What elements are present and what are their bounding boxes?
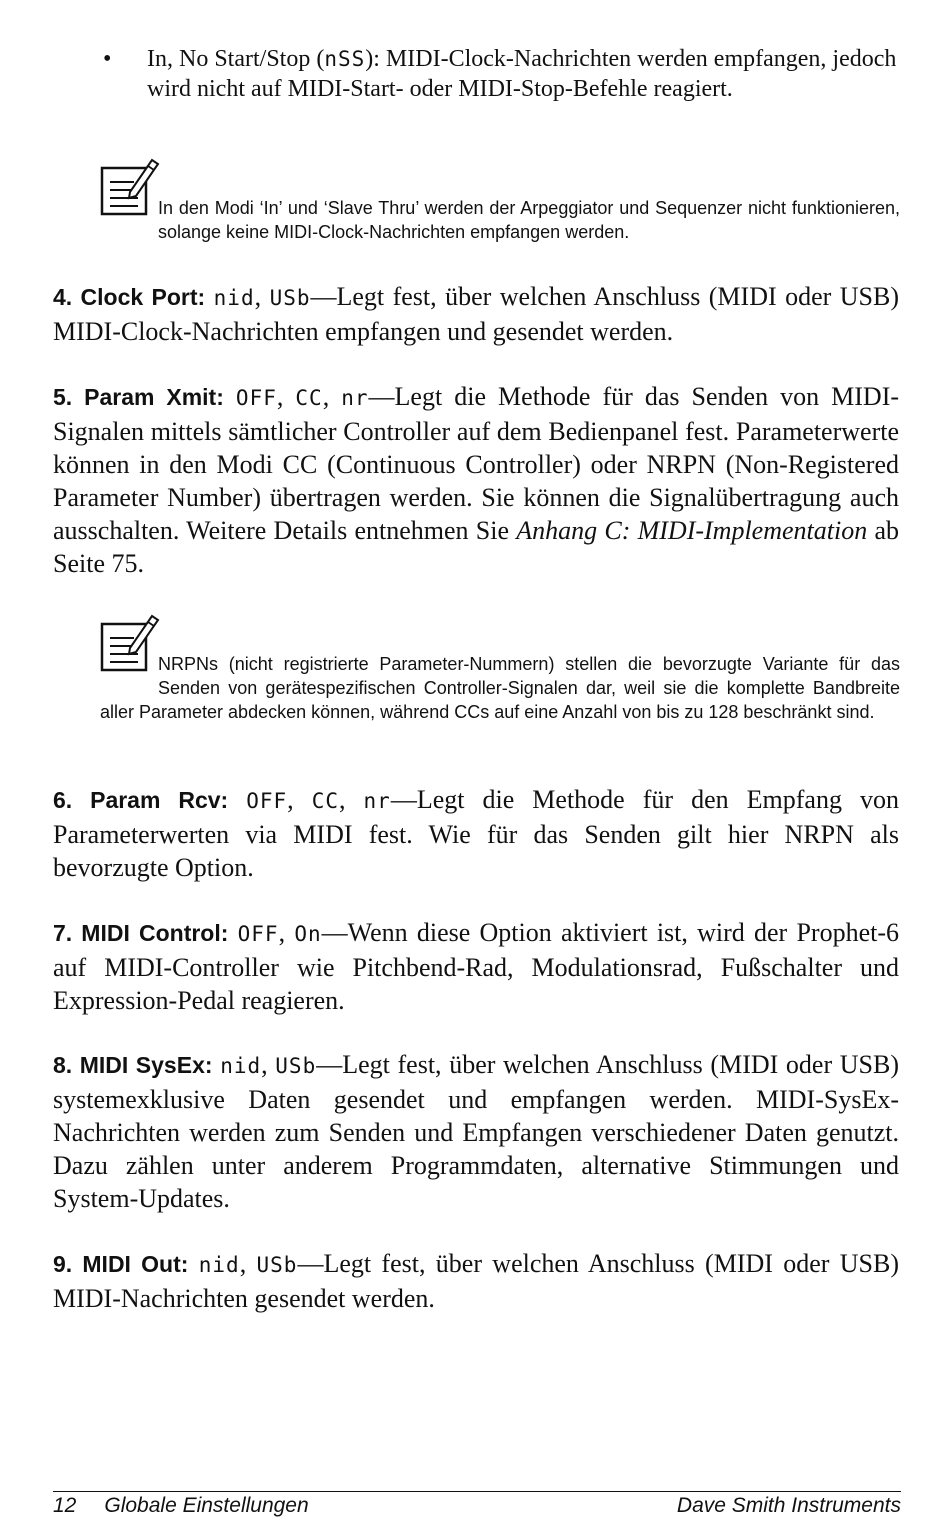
- setting-description: —Wenn diese Option aktiviert ist, wird der Prophet-6 auf MIDI-Controller wie Pitchbend-Rad, Modulationsrad, Fußschalter und Expression-Pedal reagieren.: [53, 918, 899, 1015]
- footer-left: [53, 1494, 337, 1518]
- appendix-link[interactable]: Anhang C: MIDI-Implementation: [516, 516, 868, 545]
- lcd-option: USb: [269, 286, 311, 310]
- lcd-value: nSS: [324, 47, 366, 71]
- setting-midi-out: 9. MIDI Out: nid, USb—Legt fest, über welchen Anschluss (MIDI oder USB) MIDI-Nachrichten gesendet werden.: [53, 1249, 899, 1313]
- setting-label: 7. MIDI Control:: [53, 920, 229, 946]
- setting-label: 6. Param Rcv:: [53, 787, 229, 813]
- setting-description: —Legt fest, über welchen Anschluss (MIDI oder USB) MIDI-Clock-Nachrichten empfangen und gesendet werden.: [53, 282, 899, 346]
- lcd-option: CC: [311, 789, 339, 813]
- lcd-option: nr: [341, 386, 369, 410]
- lcd-option: OFF: [237, 922, 279, 946]
- page-number: 12: [53, 1494, 77, 1517]
- setting-description: —Legt die Methode für das Senden von MIDI-Signalen mittels sämtlicher Controller auf dem Bedienpanel fest. Parameterwerte können in den Modi CC (Continuous Controller) oder NRPN (Non-Registered Parameter Number) übertragen werden. Sie können die Signalübertragung auch ausschalten. Weitere Details entnehmen Sie: [53, 382, 900, 545]
- footer-divider: [53, 1491, 901, 1492]
- lcd-option: USb: [275, 1054, 317, 1078]
- lcd-option: CC: [295, 386, 323, 410]
- bullet-text: In, No Start/Stop (nSS): MIDI-Clock-Nachrichten werden empfangen, jedoch wird nicht auf MIDI-Start- oder MIDI-Stop-Befehle reagiert.: [147, 46, 897, 102]
- setting-midi-sysex: 8. MIDI SysEx: nid, USb—Legt fest, über welchen Anschluss (MIDI oder USB) systemexklusive Daten gesendet und empfangen werden. MIDI-SysEx-Nachrichten werden zum Senden und Empfangen verschiedener Daten genutzt. Dazu zählen unter anderem Programmdaten, alternative Stimmungen und System-Updates.: [53, 1050, 900, 1213]
- bullet-marker: •: [103, 46, 112, 72]
- setting-label: 9. MIDI Out:: [53, 1251, 189, 1277]
- lcd-option: nr: [363, 789, 391, 813]
- setting-description: —Legt fest, über welchen Anschluss (MIDI oder USB) MIDI-Nachrichten gesendet werden.: [53, 1249, 899, 1313]
- bullet-item-no-start-stop: [103, 44, 903, 104]
- lcd-option: nid: [198, 1253, 240, 1277]
- note-text: In den Modi ‘In’ und ‘Slave Thru’ werden der Arpeggiator und Sequenzer nicht funktionieren, solange keine MIDI-Clock-Nachrichten empfangen werden.: [158, 198, 900, 242]
- setting-midi-control: 7. MIDI Control: OFF, On—Wenn diese Option aktiviert ist, wird der Prophet-6 auf MIDI-Controller wie Pitchbend-Rad, Modulationsrad, Fußschalter und Expression-Pedal reagieren.: [53, 918, 899, 1015]
- note-pencil-icon: [100, 154, 160, 216]
- note-pencil-icon: [100, 610, 160, 672]
- lcd-option: On: [294, 922, 322, 946]
- page-footer: [53, 1494, 901, 1518]
- lcd-option: nid: [213, 286, 255, 310]
- setting-label: 4. Clock Port:: [53, 284, 206, 310]
- lcd-option: nid: [220, 1054, 262, 1078]
- setting-param-rcv: 6. Param Rcv: OFF, CC, nr—Legt die Methode für den Empfang von Parameterwerten via MIDI fest. Wie für das Senden gilt hier NRPN als bevorzugte Option.: [53, 785, 899, 882]
- note-box-clock: [100, 154, 900, 244]
- note-box-nrpn: [100, 610, 900, 724]
- lcd-option: USb: [256, 1253, 298, 1277]
- setting-label: 8. MIDI SysEx:: [53, 1052, 213, 1078]
- lcd-option: OFF: [246, 789, 288, 813]
- setting-description: —Legt die Methode für den Empfang von Parameterwerten via MIDI fest. Wie für das Senden gilt hier NRPN als bevorzugte Option.: [53, 785, 899, 882]
- setting-clock-port: 4. Clock Port: nid, USb—Legt fest, über welchen Anschluss (MIDI oder USB) MIDI-Clock-Nachrichten empfangen und gesendet werden.: [53, 282, 899, 346]
- footer-section: Globale Einstellungen: [104, 1494, 309, 1517]
- lcd-option: OFF: [235, 386, 277, 410]
- setting-param-xmit: 5. Param Xmit: OFF, CC, nr—Legt die Methode für das Senden von MIDI-Signalen mittels sämtlicher Controller auf dem Bedienpanel fest. Parameterwerte können in den Modi CC (Continuous Controller) oder NRPN (Non-Registered Parameter Number) übertragen werden. Sie können die Signalübertragung auch ausschalten. Weitere Details entnehmen Sie Anhang C: MIDI-Implementation ab Seite 75.: [53, 382, 900, 578]
- note-text: NRPNs (nicht registrierte Parameter-Nummern) stellen die bevorzugte Variante für das Senden von gerätespezifischen Controller-Signalen dar, weil sie die komplette Bandbreite aller Parameter abdecken können, während CCs auf eine Anzahl von bis zu 128 beschränkt sind.: [100, 654, 900, 722]
- setting-label: 5. Param Xmit:: [53, 384, 224, 410]
- footer-publisher: Dave Smith Instruments: [676, 1494, 901, 1517]
- setting-description: —Legt fest, über welchen Anschluss (MIDI oder USB) systemexklusive Daten gesendet und empfangen werden. MIDI-SysEx-Nachrichten werden zum Senden und Empfangen verschiedener Daten genutzt. Dazu zählen unter anderem Programmdaten, alternative Stimmungen und System-Updates.: [53, 1050, 900, 1213]
